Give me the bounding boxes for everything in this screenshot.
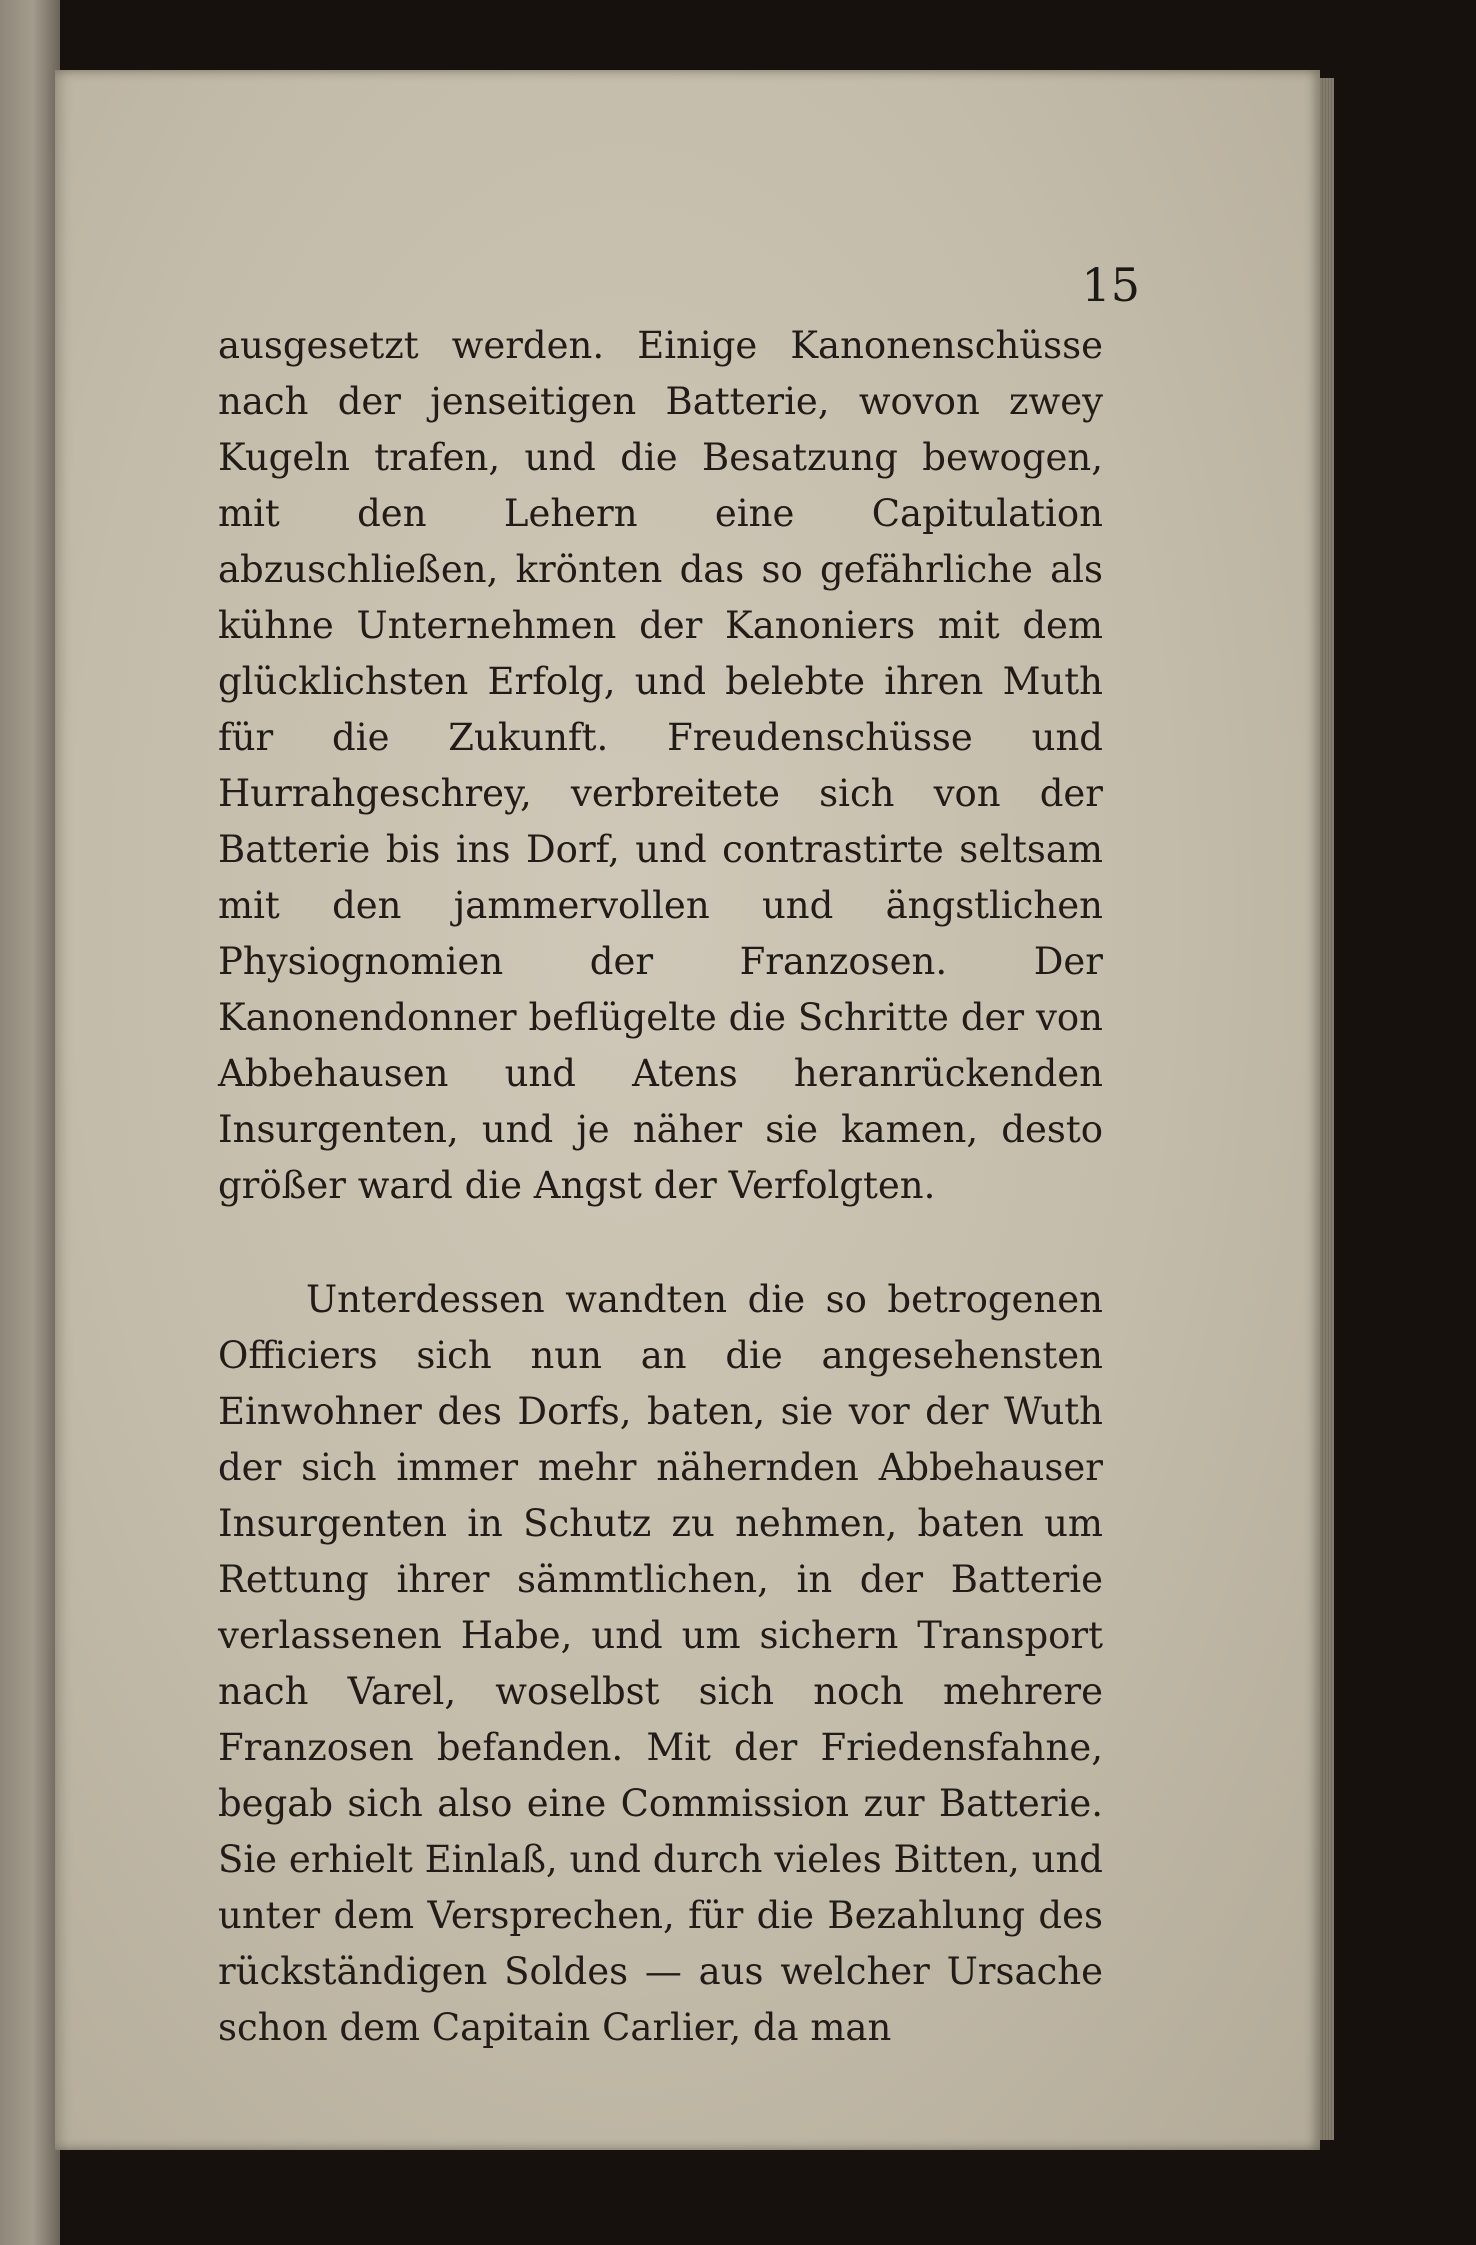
paragraph-1: ausgesetzt werden. Einige Kanonenschüsse nach der jenseitigen Batterie, wovon zwey Kugeln trafen, und die Besatzung bewogen, mit den Lehern eine Capitulation abzuschließen, krönten das so gefährliche als kühne Unternehmen der Kanoniers mit dem glücklichsten Erfolg, und belebte ihren Muth für die Zukunft. Freudenschüsse und Hurrahgeschrey, verbreitete sich von der Batterie bis ins Dorf, und contrastirte seltsam mit den jammervollen und ängstlichen Physiognomien der Franzosen. Der Kanonendonner beflügelte die Schritte der von Abbehausen und Atens heranrückenden Insurgenten, und je näher sie kamen, desto größer ward die Angst der Verfolgten. [218, 324, 1103, 1207]
paragraph-2: Unterdessen wandten die so betrogenen Officiers sich nun an die angesehensten Einwohner des Dorfs, baten, sie vor der Wuth der sich immer mehr nähernden Abbehauser Insurgenten in Schutz zu nehmen, baten um Rettung ihrer sämmtlichen, in der Batterie verlassenen Habe, und um sichern Transport nach Varel, woselbst sich noch mehrere Franzosen befanden. Mit der Friedensfahne, begab sich also eine Commission zur Batterie. Sie erhielt Einlaß, und durch vieles Bitten, und unter dem Versprechen, für die Bezahlung des rückständigen Soldes — aus welcher Ursache schon dem Capitain Carlier, da man [218, 1278, 1103, 2049]
page-stack-edge [1318, 78, 1334, 2140]
page-text [218, 318, 1103, 2056]
page-number: 15 [1081, 258, 1140, 312]
book-cover-edge [0, 0, 60, 2245]
